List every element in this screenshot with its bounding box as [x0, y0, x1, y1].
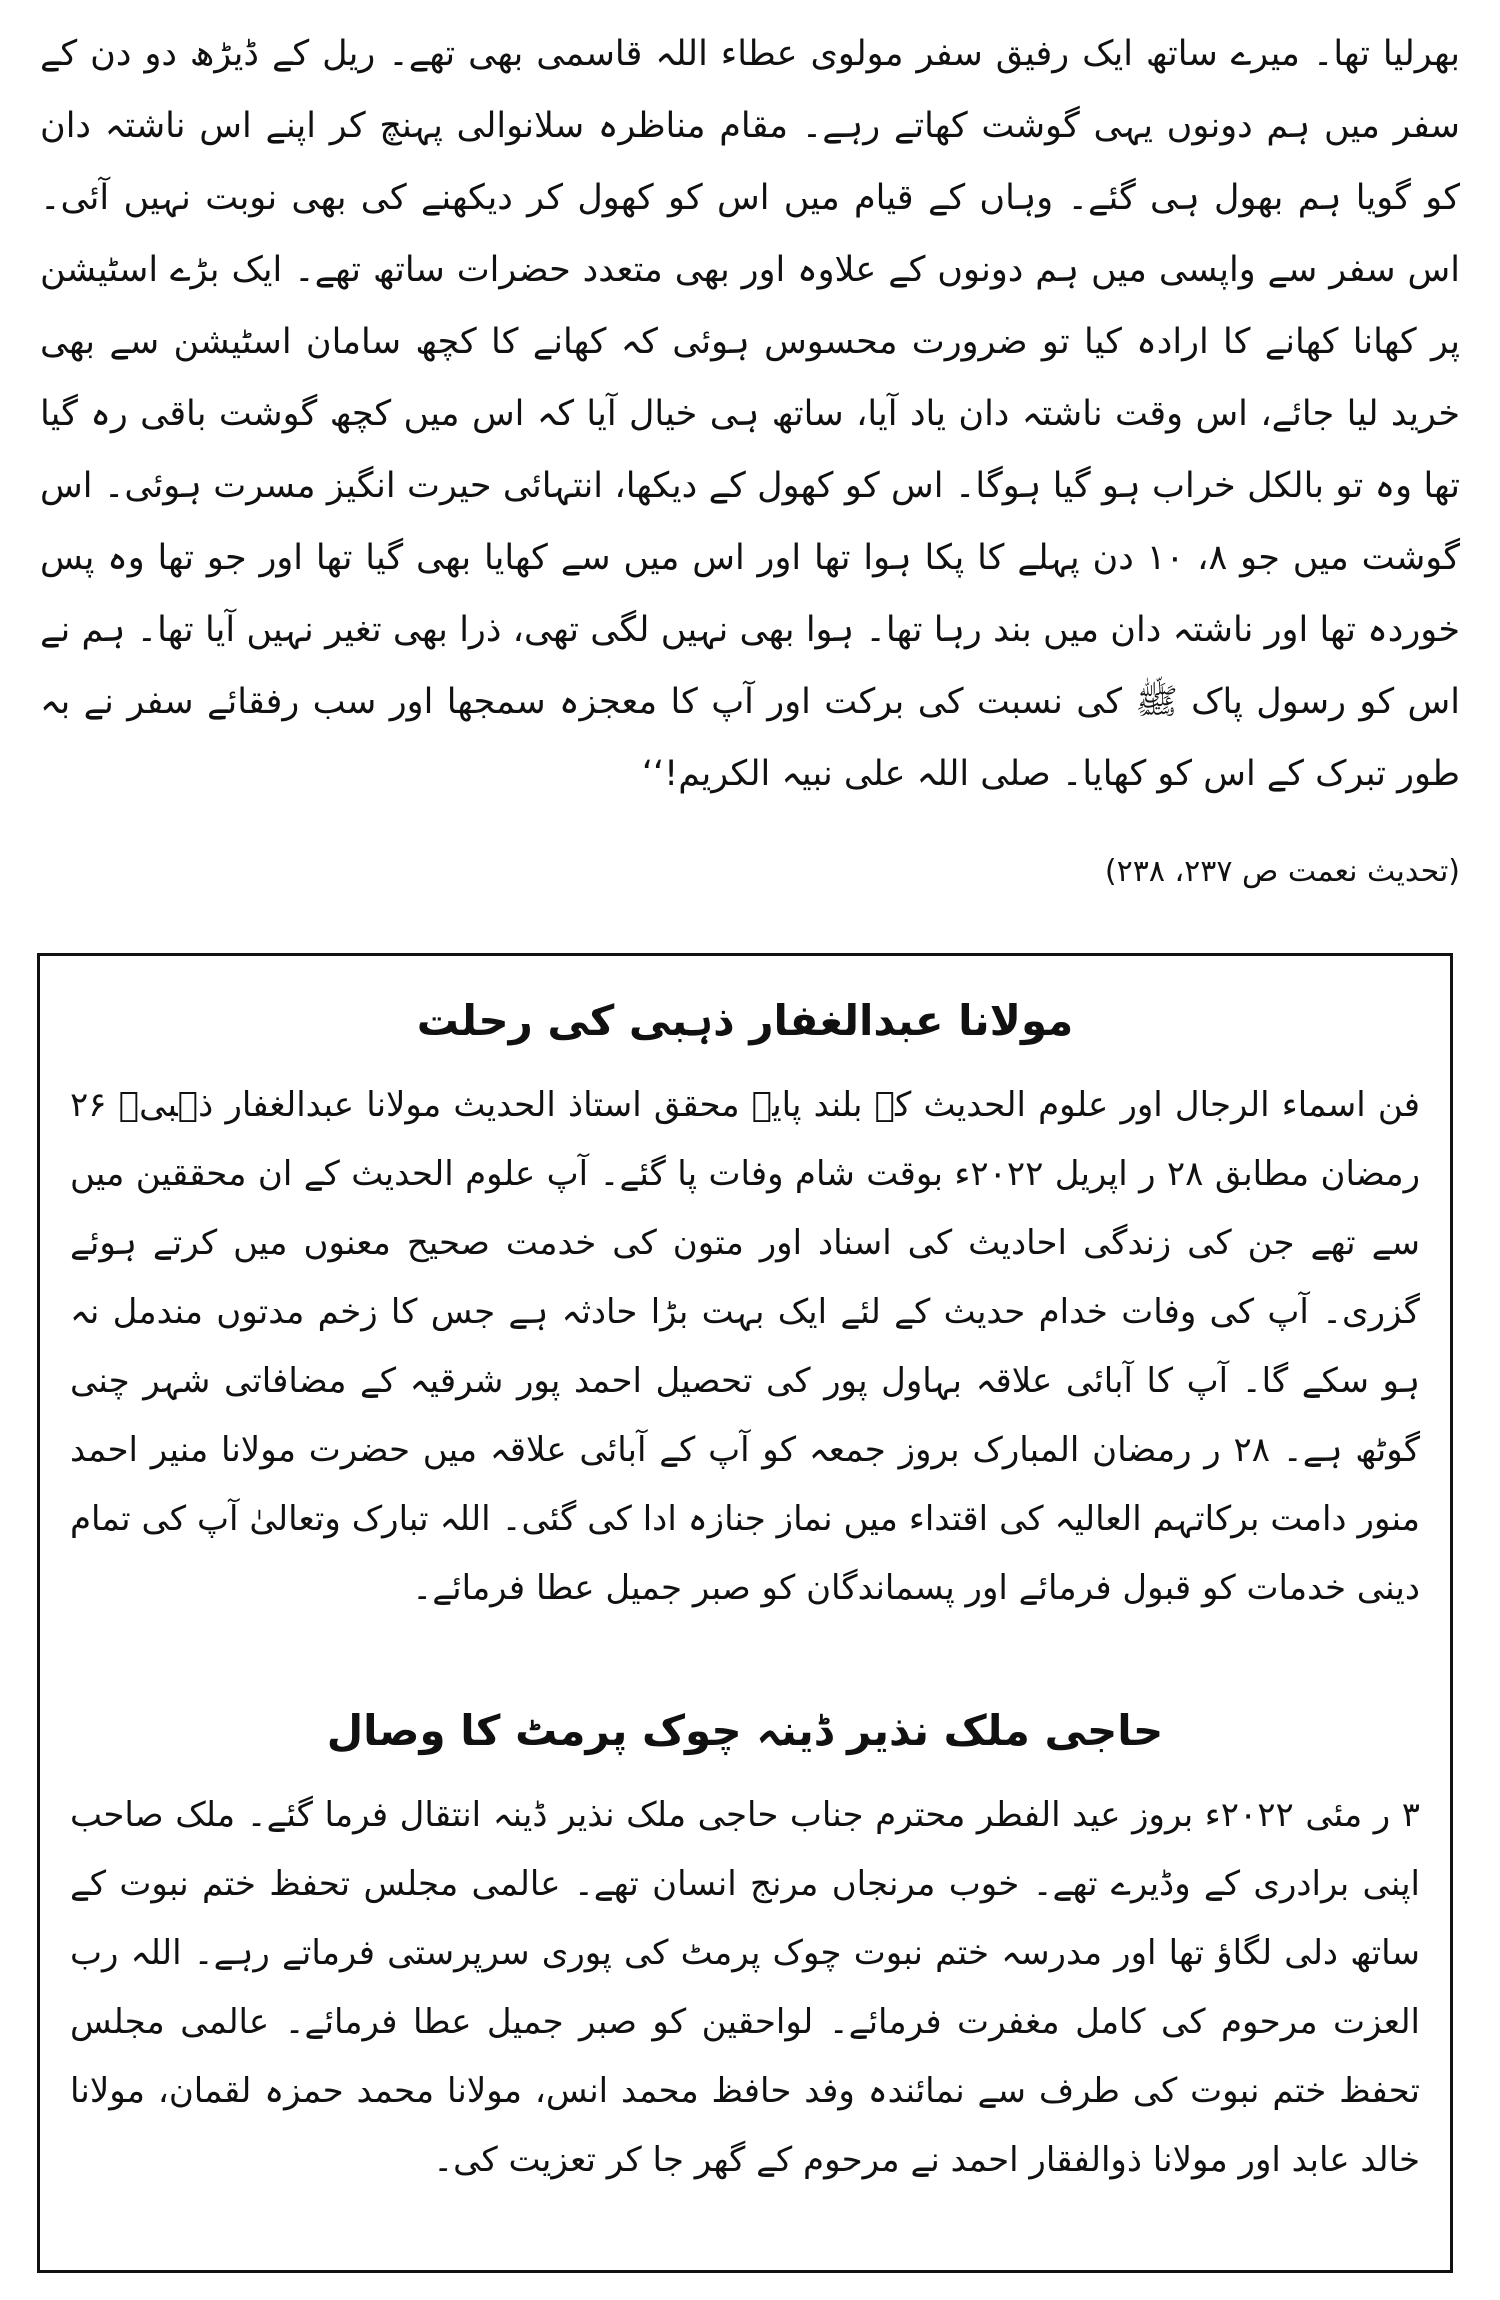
- section-title-condolence: حاجی ملک نذیر ڈینہ چوک پرمٹ کا وصال: [326, 1706, 1164, 1755]
- intro-paragraph: بھرلیا تھا۔ میرے ساتھ ایک رفیق سفر مولوی عطاء اللہ قاسمی بھی تھے۔ ریل کے ڈیڑھ دو دن کے سفر میں ہم دونوں یہی گوشت کھاتے رہے۔ مقام مناظرہ سلانوالی پہنچ کر اپنے اس ناشتہ دان کو گویا ہم بھول ہی گئے۔ وہاں کے قیام میں اس کو کھول کر دیکھنے کی بھی نوبت نہیں آئی۔ اس سفر سے واپسی میں ہم دونوں کے علاوہ اور بھی متعدد حضرات ساتھ تھے۔ ایک بڑے اسٹیشن پر کھانا کھانے کا ارادہ کیا تو ضرورت محسوس ہوئی کہ کھانے کا کچھ سامان اسٹیشن سے بھی خرید لیا جائے، اس وقت ناشتہ دان یاد آیا، ساتھ ہی خیال آیا کہ اس میں کچھ گوشت باقی رہ گیا تھا وہ تو بالکل خراب ہو گیا ہوگا۔ اس کو کھول کے دیکھا، انتہائی حیرت انگیز مسرت ہوئی۔ اس گوشت میں جو ۸، ۱۰ دن پہلے کا پکا ہوا تھا اور اس میں سے کھایا بھی گیا تھا اور جو تھا وہ پس خوردہ تھا اور ناشتہ دان میں بند رہا تھا۔ ہوا بھی نہیں لگی تھی، ذرا بھی تغیر نہیں آیا تھا۔ ہم نے اس کو رسول پاک ﷺ کی نسبت کی برکت اور آپ کا معجزہ سمجھا اور سب رفقائے سفر نے بہ طور تبرک کے اس کو کھایا۔ صلی اللہ علی نبیہ الکریم!‘‘: [40, 34, 1461, 794]
- citation: (تحدیث نعمت ص ۲۳۷، ۲۳۸): [1104, 854, 1460, 889]
- news-box: [37, 953, 1453, 2273]
- section-body-obituary: فن اسماء الرجال اور علوم الحدیث کے بلند پایہ محقق استاذ الحدیث مولانا عبدالغفار ذہبیؒ ۲۶ رمضان مطابق ۲۸ ر اپریل ۲۰۲۲ء بوقت شام وفات پا گئے۔ آپ علوم الحدیث کے ان محققین میں سے تھے جن کی زندگی احادیث کی اسناد اور متون کی خدمت صحیح معنوں میں کرتے ہوئے گزری۔ آپ کی وفات خدام حدیث کے لئے ایک بہت بڑا حادثہ ہے جس کا زخم مدتوں مندمل نہ ہو سکے گا۔ آپ کا آبائی علاقہ بہاول پور کی تحصیل احمد پور شرقیہ کے مضافاتی شہر چنی گوٹھ ہے۔ ۲۸ ر رمضان المبارک بروز جمعہ کو آپ کے آبائی علاقہ میں حضرت مولانا منیر احمد منور دامت برکاتہم العالیہ کی اقتداء میں نماز جنازہ ادا کی گئی۔ اللہ تبارک وتعالیٰ آپ کی تمام دینی خدمات کو قبول فرمائے اور پسماندگان کو صبر جمیل عطا فرمائے۔: [70, 1085, 1421, 1608]
- section-body-condolence: ۳ ر مئی ۲۰۲۲ء بروز عید الفطر محترم جناب حاجی ملک نذیر ڈینہ انتقال فرما گئے۔ ملک صاحب اپنی برادری کے وڈیرے تھے۔ خوب مرنجاں مرنج انسان تھے۔ عالمی مجلس تحفظ ختم نبوت کے ساتھ دلی لگاؤ تھا اور مدرسہ ختم نبوت چوک پرمٹ کی پوری سرپرستی فرماتے رہے۔ اللہ رب العزت مرحوم کی کامل مغفرت فرمائے۔ لواحقین کو صبر جمیل عطا فرمائے۔ عالمی مجلس تحفظ ختم نبوت کی طرف سے نمائندہ وفد حافظ محمد انس، مولانا محمد حمزہ لقمان، مولانا خالد عابد اور مولانا ذوالفقار احمد نے مرحوم کے گھر جا کر تعزیت کی۔: [70, 1795, 1421, 2180]
- section-title-obituary: مولانا عبدالغفار ذہبی کی رحلت: [416, 996, 1074, 1045]
